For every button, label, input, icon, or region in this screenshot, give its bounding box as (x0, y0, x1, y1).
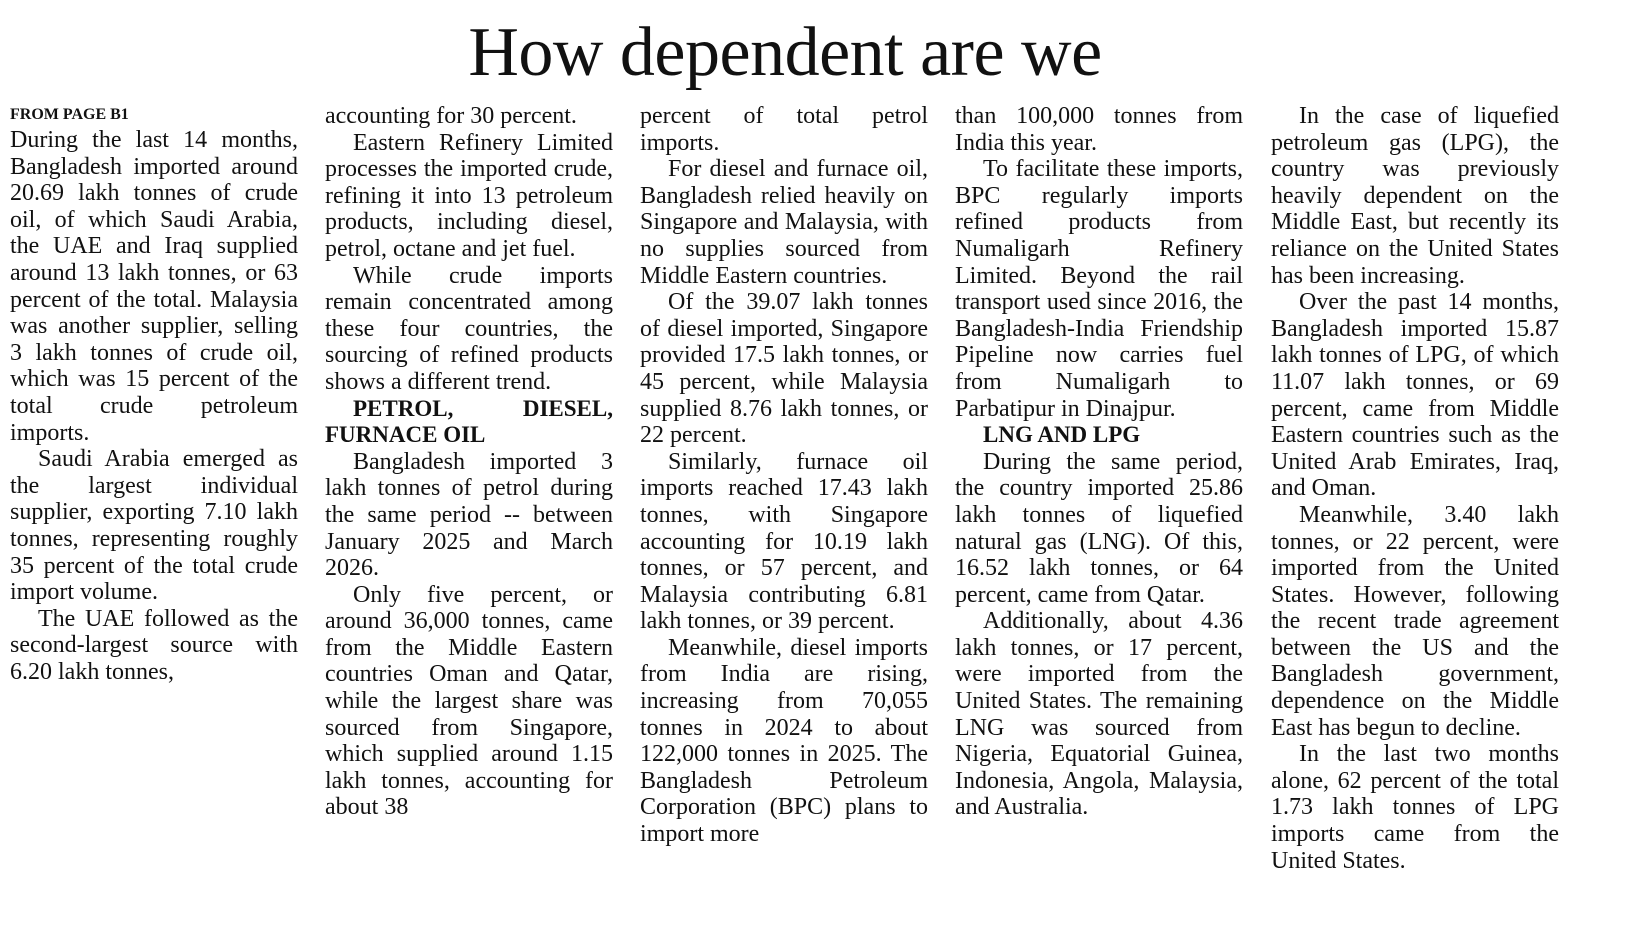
paragraph: The UAE followed as the second-largest source with 6.20 lakh tonnes, (10, 605, 298, 685)
paragraph: For diesel and furnace oil, Bangladesh relied heavily on Singapore and Malaysia, with no supplies sourced from Middle Eastern countries. (640, 156, 928, 289)
paragraph: Additionally, about 4.36 lakh tonnes, or 17 percent, were imported from the United States. The remaining LNG was sourced from Nigeria, Equatorial Guinea, Indonesia, Angola, Malaysia, and Australia. (955, 608, 1243, 821)
paragraph: Over the past 14 months, Bangladesh imported 15.87 lakh tonnes of LPG, of which 11.07 lakh tonnes, or 69 percent, came from Middle Eastern countries such as the United Arab Emirates, Iraq, and Oman. (1271, 289, 1559, 502)
paragraph: To facilitate these imports, BPC regularly imports refined products from Numaligarh Refinery Limited. Beyond the rail transport used since 2016, the Bangladesh-India Friendship Pipeline now carries fuel from Numaligarh to Parbatipur in Dinajpur. (955, 156, 1243, 422)
paragraph: During the last 14 months, Bangladesh imported around 20.69 lakh tonnes of crude oil, of which Saudi Arabia, the UAE and Iraq supplied around 13 lakh tonnes, or 63 percent of the total. Malaysia was another supplier, selling 3 lakh tonnes of crude oil, which was 15 percent of the total crude petroleum imports. (10, 127, 298, 446)
paragraph: Of the 39.07 lakh tonnes of diesel imported, Singapore provided 17.5 lakh tonnes, or 45 percent, while Malaysia supplied 8.76 lakh tonnes, or 22 percent. (640, 289, 928, 449)
paragraph: In the last two months alone, 62 percent of the total 1.73 lakh tonnes of LPG imports came from the United States. (1271, 741, 1559, 874)
paragraph: than 100,000 tonnes from India this year. (955, 103, 1243, 156)
paragraph: Saudi Arabia emerged as the largest individual supplier, exporting 7.10 lakh tonnes, representing roughly 35 percent of the total crude import volume. (10, 446, 298, 606)
article-column-2 (325, 103, 613, 903)
paragraph: During the same period, the country imported 25.86 lakh tonnes of liquefied natural gas (LNG). Of this, 16.52 lakh tonnes, or 64 percent, came from Qatar. (955, 448, 1243, 608)
paragraph: percent of total petrol imports. (640, 103, 928, 156)
paragraph: Meanwhile, diesel imports from India are rising, increasing from 70,055 tonnes in 2024 to about 122,000 tonnes in 2025. The Bangladesh Petroleum Corporation (BPC) plans to import more (640, 634, 928, 848)
paragraph: In the case of liquefied petroleum gas (LPG), the country was previously heavily dependent on the Middle East, but recently its reliance on the United States has been increasing. (1271, 103, 1559, 289)
article-column-4 (955, 103, 1243, 903)
paragraph: accounting for 30 percent. (325, 103, 577, 129)
paragraph: Meanwhile, 3.40 lakh tonnes, or 22 percent, were imported from the United States. However, following the recent trade agreement between the US and the Bangladesh government, dependence on the Middle East has begun to decline. (1271, 501, 1559, 741)
paragraph: Bangladesh imported 3 lakh tonnes of petrol during the same period -- between January 2025 and March 2026. (325, 448, 613, 582)
paragraph: Similarly, furnace oil imports reached 17.43 lakh tonnes, with Singapore accounting for 10.19 lakh tonnes, or 57 percent, and Malaysia contributing 6.81 lakh tonnes, or 39 percent. (640, 448, 928, 635)
section-subhead: PETROL, DIESEL, FURNACE OIL (325, 395, 613, 448)
article-column-3 (640, 103, 928, 903)
article-column-1 (10, 103, 298, 903)
paragraph: Only five percent, or around 36,000 tonnes, came from the Middle Eastern countries Oman and Qatar, while the largest share was sourced from Singapore, which supplied around 1.15 lakh tonnes, accounting for about 38 (325, 581, 613, 821)
paragraph: Eastern Refinery Limited processes the imported crude, refining it into 13 petroleum products, including diesel, petrol, octane and jet fuel. (325, 129, 613, 262)
kicker: FROM PAGE B1 (10, 106, 129, 123)
section-subhead: LNG AND LPG (983, 422, 1141, 448)
headline: How dependent are we (468, 14, 1102, 91)
article-column-5 (1271, 103, 1559, 903)
paragraph: While crude imports remain concentrated among these four countries, the sourcing of refined products shows a different trend. (325, 262, 613, 395)
